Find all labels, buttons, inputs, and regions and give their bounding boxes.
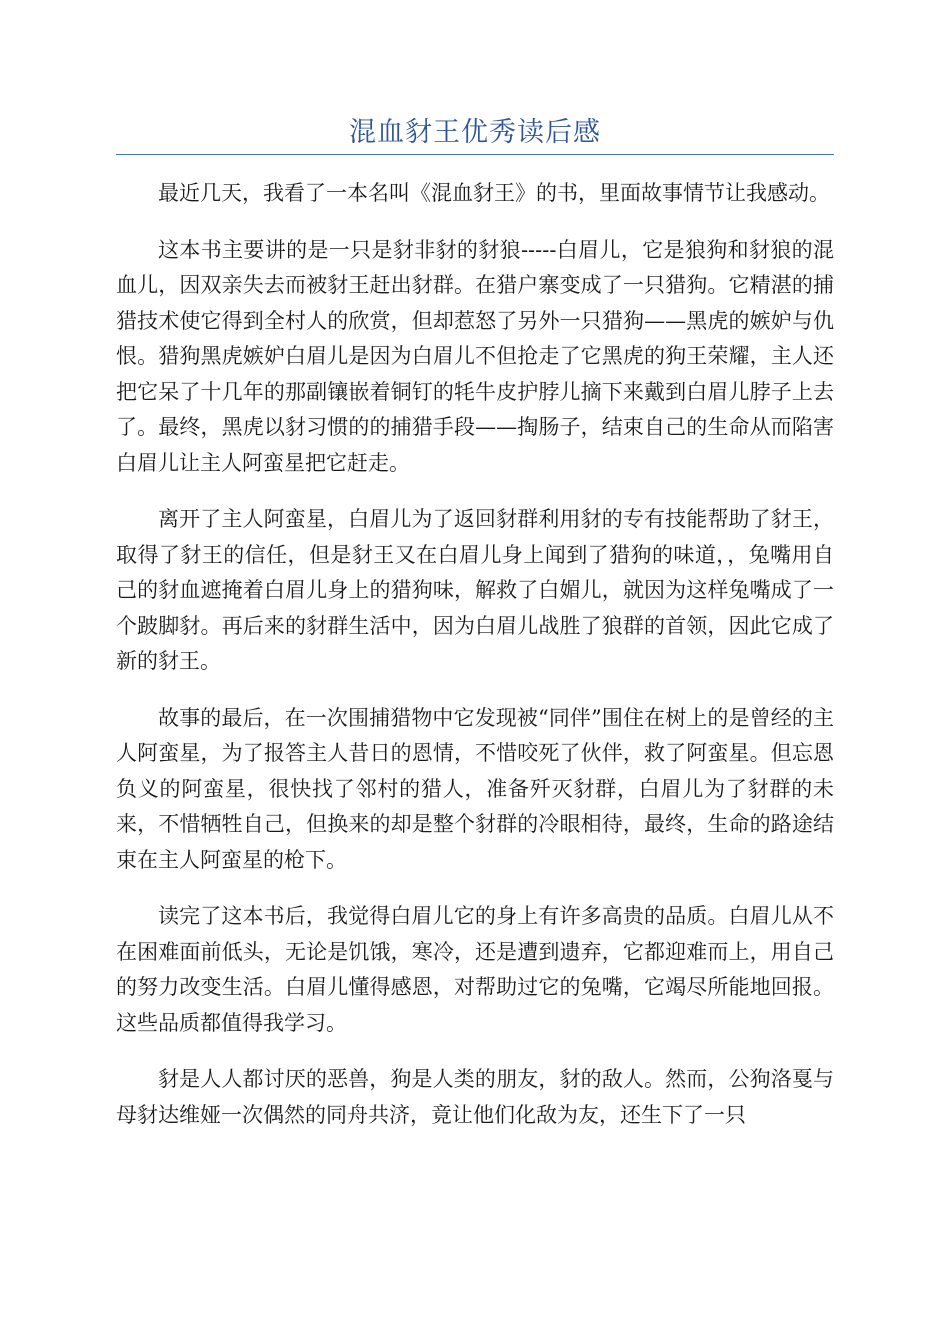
paragraph-4: 故事的最后，在一次围捕猎物中它发现被“同伴”围住在树上的是曾经的主人阿蛮星，为了报答主人昔日的恩情，不惜咬死了伙伴，救了阿蛮星。但忘恩负义的阿蛮星，很快找了邻村的猎人，准备歼灭豺群，白眉儿为了豺群的未来，不惜牺牲自己，但换来的却是整个豺群的冷眼相待，最终，生命的路途结束在主人阿蛮星的枪下。 bbox=[116, 705, 834, 872]
page-title: 混血豺王优秀读后感 bbox=[349, 117, 601, 148]
paragraph-5: 读完了这本书后，我觉得白眉儿它的身上有许多高贵的品质。白眉儿从不在困难面前低头，无论是饥饿，寒冷，还是遭到遗弃，它都迎难而上，用自己的努力改变生活。白眉儿懂得感恩，对帮助过它的兔嘴，它竭尽所能地回报。这些品质都值得我学习。 bbox=[116, 904, 834, 1035]
title-underline bbox=[116, 154, 834, 155]
document-body bbox=[116, 176, 834, 1154]
paragraph-1: 最近几天，我看了一本名叫《混血豺王》的书，里面故事情节让我感动。 bbox=[158, 181, 830, 205]
paragraph-3: 离开了主人阿蛮星，白眉儿为了返回豺群利用豺的专有技能帮助了豺王，取得了豺王的信任，但是豺王又在白眉儿身上闻到了猎狗的味道，，兔嘴用自己的豺血遮掩着白眉儿身上的猎狗味，解救了白媚儿，就因为这样兔嘴成了一个跛脚豺。再后来的豺群生活中，因为白眉儿战胜了狼群的首领，因此它成了新的豺王。 bbox=[116, 507, 834, 673]
paragraph-6: 豺是人人都讨厌的恶兽，狗是人类的朋友，豺的敌人。然而，公狗洛戛与母豺达维娅一次偶然的同舟共济，竟让他们化敌为友，还生下了一只 bbox=[116, 1067, 834, 1127]
paragraph-2: 这本书主要讲的是一只是豺非豺的豺狼-----白眉儿，它是狼狗和豺狼的混血儿，因双亲失去而被豺王赶出豺群。在猎户寨变成了一只猎狗。它精湛的捕猎技术使它得到全村人的欣赏，但却惹怒了另外一只猎狗——黑虎的嫉妒与仇恨。猎狗黑虎嫉妒白眉儿是因为白眉儿不但抢走了它黑虎的狗王荣耀，主人还把它呆了十几年的那副镶嵌着铜钉的牦牛皮护脖儿摘下来戴到白眉儿脖子上去了。最终，黑虎以豺习惯的的捕猎手段——掏肠子，结束自己的生命从而陷害白眉儿让主人阿蛮星把它赶走。 bbox=[116, 237, 834, 475]
